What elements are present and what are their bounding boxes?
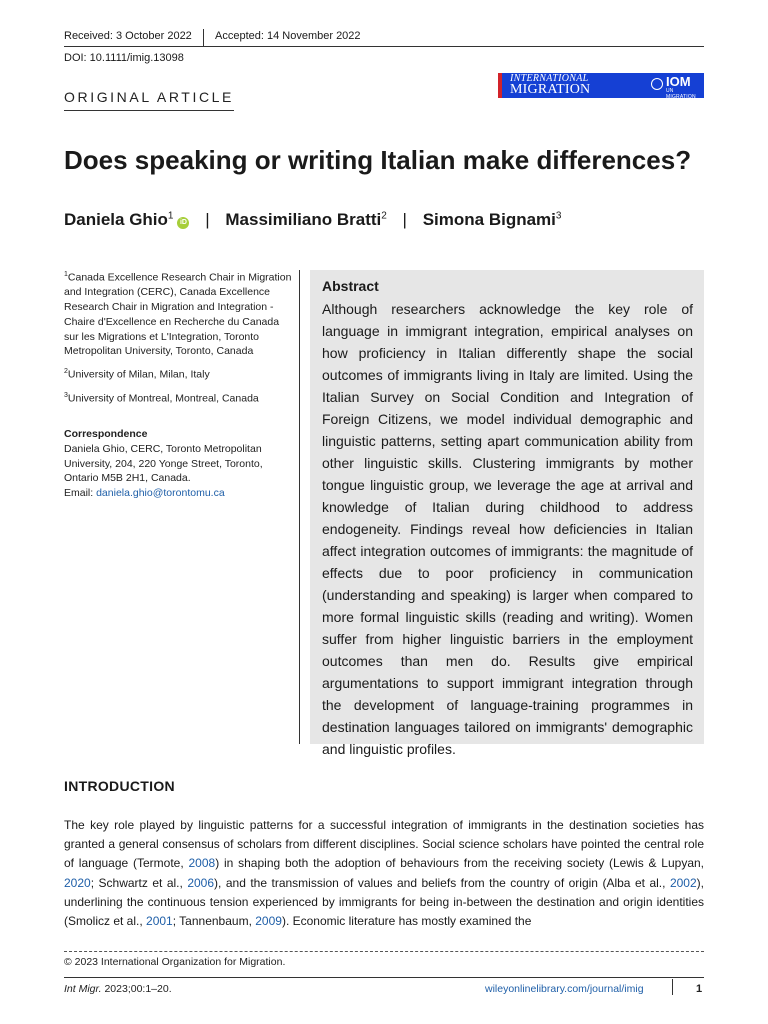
affiliation xyxy=(64,389,296,406)
citation-link[interactable]: 2008 xyxy=(188,856,216,871)
affiliation-text: University of Milan, Milan, Italy xyxy=(67,368,210,381)
affiliation xyxy=(64,268,296,359)
citation-link[interactable]: 2001 xyxy=(146,914,173,929)
iom-wordmark: IOM xyxy=(666,74,691,89)
citation-journal: Int Migr. xyxy=(64,983,102,995)
journal-logo[interactable] xyxy=(498,73,704,98)
copyright-notice: © 2023 International Organization for Migration. xyxy=(64,956,286,968)
intro-text: The key role played by linguistic patterns for a successful integration of immigrants in the destination societies has granted a general consensus of scholars from different disciplines. Social science scholars have pointed the central role of language (Termote, xyxy=(64,818,704,871)
citation-volume: 2023;00:1–20. xyxy=(101,983,172,995)
citation-link[interactable]: 2009 xyxy=(255,914,282,929)
affiliation-number: 3 xyxy=(64,391,68,399)
journal-url-link[interactable]: wileyonlinelibrary.com/journal/imig xyxy=(485,983,644,995)
intro-text: ), underlining the continuous tension experienced by immigrants for being in-between the destination and origin identities (Smolicz et al., xyxy=(64,875,704,929)
article-type-underline xyxy=(64,110,234,111)
citation-link[interactable]: 2002 xyxy=(669,875,697,890)
affiliation-text: Canada Excellence Research Chair in Migration and Integration (CERC), Canada Excellence Research Chair in Migration and Integration - Chaire d'Excellence en Recherche du Canada sur les Migrations et L'Integration, Toronto Metropolitan University, Toronto, Canada xyxy=(64,271,292,358)
author-name[interactable]: Daniela Ghio xyxy=(64,210,168,229)
author-list xyxy=(64,210,561,230)
accepted-date: Accepted: 14 November 2022 xyxy=(215,30,361,42)
correspondence-heading: Correspondence xyxy=(64,428,148,440)
author-separator: | xyxy=(205,210,210,229)
author-name[interactable]: Massimiliano Bratti xyxy=(225,210,382,229)
page-number: 1 xyxy=(696,983,703,995)
footer-separator xyxy=(672,979,673,995)
citation-link[interactable]: 2006 xyxy=(187,875,215,890)
doi[interactable]: DOI: 10.1111/imig.13098 xyxy=(64,52,184,64)
iom-globe-icon xyxy=(651,78,663,90)
header-separator xyxy=(203,29,204,47)
intro-text: ). Economic literature has mostly examined the xyxy=(281,914,532,929)
logo-accent-bar xyxy=(498,73,502,98)
author-affil-marker: 1 xyxy=(167,210,174,222)
intro-text: ), and the transmission of values and beliefs from the country of origin (Alba et al., xyxy=(214,875,670,890)
footer-rule xyxy=(64,977,704,978)
citation-link[interactable]: 2020 xyxy=(64,875,91,890)
author-name[interactable]: Simona Bignami xyxy=(422,210,556,229)
affiliation-text: University of Montreal, Montreal, Canada xyxy=(67,392,259,405)
affiliation-number: 2 xyxy=(64,368,68,376)
correspondence-address: Daniela Ghio, CERC, Toronto Metropolitan University, 204, 220 Yonge Street, Toronto, Ontario M5B 2H1, Canada. xyxy=(64,442,263,485)
column-divider xyxy=(299,270,300,744)
author-separator: | xyxy=(402,210,407,229)
introduction-paragraph xyxy=(64,816,704,931)
affiliation xyxy=(64,365,296,382)
orcid-icon[interactable]: iD xyxy=(177,217,189,229)
abstract-heading: Abstract xyxy=(322,278,379,294)
footnote-separator xyxy=(64,951,704,952)
journal-citation xyxy=(64,983,172,995)
intro-text: ; Schwartz et al., xyxy=(90,875,188,890)
author-affil-marker: 2 xyxy=(381,210,387,222)
author-affil-marker: 3 xyxy=(555,210,562,222)
article-type: ORIGINAL ARTICLE xyxy=(64,89,234,105)
correspondence xyxy=(64,427,296,501)
email-label: Email: xyxy=(64,487,97,500)
abstract-box xyxy=(310,270,704,757)
intro-text: ) in shaping both the adoption of behaviours from the receiving society (Lewis & Lupyan, xyxy=(215,856,704,871)
affiliation-number: 1 xyxy=(64,271,68,278)
affiliations xyxy=(64,268,296,412)
abstract-body: Although researchers acknowledge the key role of language in immigrant integration, empirical analyses on how proficiency in Italian differently shape the social outcomes of immigrants living in Italy are limited. Using the Italian Survey on Social Condition and Integration of Foreign Citizens, we model individual demographic and linguistic patterns, setting apart communication ability from other linguistic skills. Clustering immigrants by mother tongue linguistic group, we leverage the age at arrival and knowledge of Italian during childhood to address endogeneity. Findings reveal how deficiencies in Italian affect integration outcomes of immigrants: the magnitude of effects due to poor proficiency in communication (understanding and speaking) is larger when compared to more formal linguistic skills (reading and writing). Women suffer from higher linguistic barriers in the employment outcomes than men do. Results give empirical argumentations to support immigrant integration through the development of language-training programmes in destination languages tailored on immigrants' demographic and linguistic profiles. xyxy=(322,301,693,757)
correspondence-email-line xyxy=(64,486,296,501)
intro-text: ; Tannenbaum, xyxy=(172,914,256,929)
section-heading-introduction: INTRODUCTION xyxy=(64,778,175,794)
iom-subtitle: UN MIGRATION xyxy=(666,88,696,98)
email-link[interactable]: daniela.ghio@torontomu.ca xyxy=(96,487,225,500)
header-rule xyxy=(64,46,704,47)
logo-line-2: MIGRATION xyxy=(510,82,591,97)
article-title: Does speaking or writing Italian make differences? xyxy=(64,145,692,175)
received-date: Received: 3 October 2022 xyxy=(64,30,192,42)
logo-line-1: INTERNATIONAL xyxy=(510,73,589,84)
